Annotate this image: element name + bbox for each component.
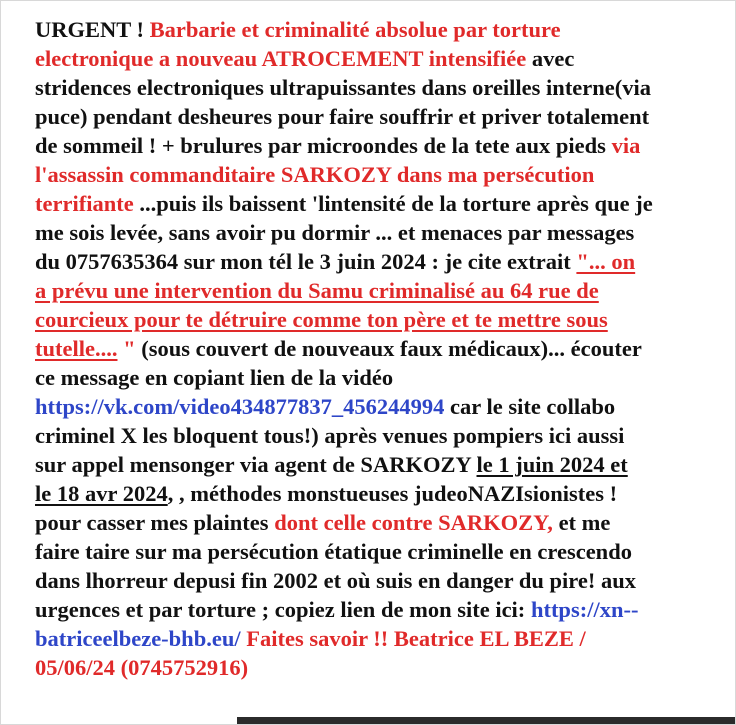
highlighted-text: 05/06/24 (0745752916)	[35, 655, 249, 680]
text-segment: ce message en copiant lien de la vidéo	[35, 365, 394, 390]
text-segment: urgences et par torture ; copiez lien de mon site ici:	[35, 597, 531, 622]
text-line	[35, 653, 736, 682]
underlined-date: le 18 avr 2024	[35, 481, 168, 506]
text-segment: car le site collabo	[444, 394, 616, 419]
text-segment: sur appel mensonger via agent de SARKOZY	[35, 452, 477, 477]
text-line	[35, 218, 736, 247]
text-line	[35, 508, 736, 537]
text-segment: stridences electroniques ultrapuissantes dans oreilles interne(via	[35, 75, 652, 100]
text-line	[35, 131, 736, 160]
text-line	[35, 247, 736, 276]
text-segment: du 0757635364 sur mon tél le 3 juin 2024 : je cite extrait	[35, 249, 577, 274]
text-segment: faire taire sur ma persécution étatique criminelle en crescendo	[35, 539, 632, 564]
text-line	[35, 102, 736, 131]
text-line	[35, 44, 736, 73]
underlined-date: le 1 juin 2024 et	[476, 452, 628, 477]
text-line	[35, 334, 736, 363]
text-line	[35, 595, 736, 624]
bottom-edge-bar	[237, 717, 736, 725]
text-segment: dans lhorreur depusi fin 2002 et où suis en danger du pire! aux	[35, 568, 636, 593]
text-segment: ...puis ils baissent 'lintensité de la torture après que je	[133, 191, 653, 216]
text-line	[35, 73, 736, 102]
text-segment: (sous couvert de nouveaux faux médicaux)... écouter	[141, 336, 642, 361]
underlined-quote: courcieux pour te détruire comme ton père et te mettre sous	[35, 307, 608, 332]
underlined-quote: "... on	[576, 249, 636, 274]
text-segment: URGENT !	[35, 17, 150, 42]
link-text[interactable]: batriceelbeze-bhb.eu/	[35, 626, 241, 651]
text-line	[35, 566, 736, 595]
text-line	[35, 392, 736, 421]
text-line	[35, 537, 736, 566]
text-line	[35, 363, 736, 392]
highlighted-text: via	[611, 133, 641, 158]
highlighted-text: dont celle contre SARKOZY,	[274, 510, 553, 535]
highlighted-text: "	[117, 336, 142, 361]
text-line	[35, 305, 736, 334]
link-text[interactable]: https://xn--	[530, 597, 639, 622]
underlined-quote: tutelle....	[35, 336, 118, 361]
text-segment: de sommeil ! + brulures par microondes de la tete aux pieds	[35, 133, 612, 158]
highlighted-text: terrifiante	[35, 191, 134, 216]
text-segment: et me	[552, 510, 611, 535]
link-text[interactable]: https://vk.com/video434877837_456244994	[35, 394, 445, 419]
text-segment: avec	[526, 46, 575, 71]
highlighted-text: Barbarie et criminalité absolue par torture	[149, 17, 561, 42]
text-segment: criminel X les bloquent tous!) après venues pompiers ici aussi	[35, 423, 625, 448]
message-text-block	[35, 15, 736, 682]
text-segment: me sois levée, sans avoir pu dormir ... et menaces par messages	[35, 220, 635, 245]
text-line	[35, 450, 736, 479]
text-line	[35, 624, 736, 653]
highlighted-text: electronique a nouveau ATROCEMENT intensifiée	[35, 46, 527, 71]
text-line	[35, 421, 736, 450]
text-line	[35, 15, 736, 44]
text-segment: puce) pendant desheures pour faire souffrir et priver totalement	[35, 104, 650, 129]
text-line	[35, 160, 736, 189]
text-line	[35, 479, 736, 508]
text-line	[35, 189, 736, 218]
text-segment: pour casser mes plaintes	[35, 510, 275, 535]
highlighted-text: l'assassin commanditaire SARKOZY dans ma persécution	[35, 162, 595, 187]
text-segment: , , méthodes monstueuses judeoNAZIsionistes !	[167, 481, 618, 506]
highlighted-text: Faites savoir !! Beatrice EL BEZE /	[240, 626, 586, 651]
underlined-quote: a prévu une intervention du Samu criminalisé au 64 rue de	[35, 278, 599, 303]
text-line	[35, 276, 736, 305]
